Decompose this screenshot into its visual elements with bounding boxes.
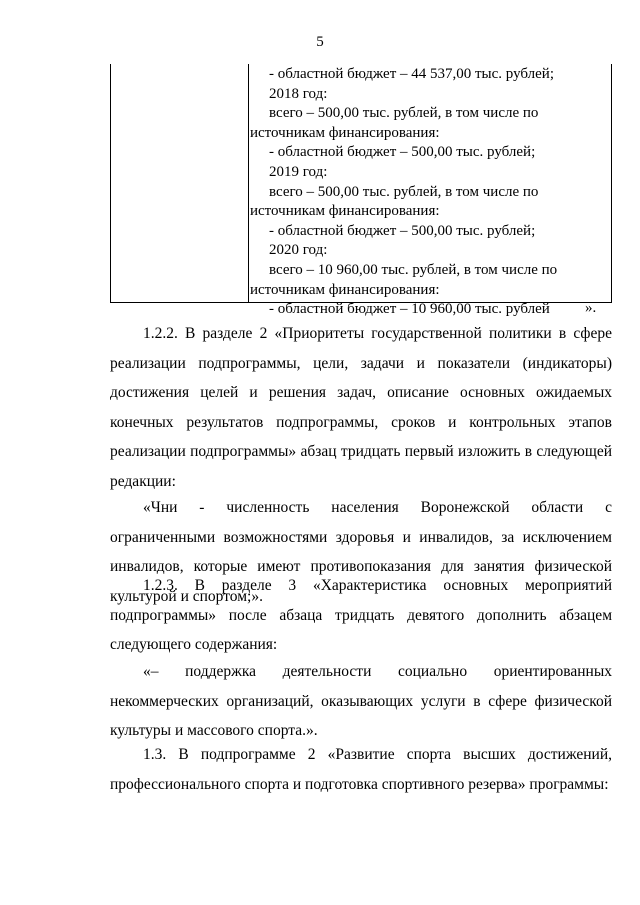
- table-line: 2020 год:: [269, 242, 328, 259]
- table-line: - областной бюджет – 500,00 тыс. рублей;: [269, 222, 536, 239]
- page-number: 5: [316, 34, 324, 50]
- funding-table: [110, 64, 612, 318]
- table-right-cell: [250, 65, 604, 320]
- table-line: источникам финансирования:: [250, 281, 440, 298]
- paragraph-1-2-2: [110, 319, 612, 497]
- paragraph-text: «Чни - численность населения Воронежской области с ограниченными возможностями здоровья и инвалидов, за исключением инвалидов, которые имеют противопоказания для занятия физической культурой и спортом;».: [110, 499, 612, 605]
- table-line: - областной бюджет – 500,00 тыс. рублей;: [269, 144, 536, 161]
- table-line: всего – 10 960,00 тыс. рублей, в том числе по: [269, 261, 558, 278]
- paragraph-text: 1.2.2. В разделе 2 «Приоритеты государственной политики в сфере реализации подпрограммы, цели, задачи и показатели (индикаторы) достижения целей и решения задач, описание основных ожидаемых конечных результатов подпрограммы, сроков и контрольных этапов реализации подпрограммы» абзац тридцать первый изложить в следующей редакции:: [110, 325, 612, 490]
- table-line: - областной бюджет – 44 537,00 тыс. рублей;: [269, 66, 554, 82]
- paragraph-1-3: [110, 740, 612, 799]
- table-line: источникам финансирования:: [250, 124, 440, 141]
- table-line: источникам финансирования:: [250, 203, 440, 220]
- table-left-cell: [111, 64, 249, 302]
- paragraph-text: 1.3. В подпрограмме 2 «Развитие спорта высших достижений, профессионального спорта и подготовка спортивного резерва» программы:: [110, 746, 612, 793]
- table-line: - областной бюджет – 10 960,00 тыс. рублей: [269, 301, 550, 318]
- paragraph-text: 1.2.3. В разделе 3 «Характеристика основных мероприятий подпрограммы» после абзаца тридцать девятого дополнить абзацем следующего содержания:: [110, 577, 612, 654]
- closing-quote: ».: [585, 300, 597, 316]
- paragraph-1-2-3: [110, 571, 612, 660]
- paragraph-text: «– поддержка деятельности социально ориентированных некоммерческих организаций, оказывающих услуги в сфере физической культуры и массового спорта.».: [110, 663, 612, 740]
- table-line: всего – 500,00 тыс. рублей, в том числе по: [269, 183, 539, 200]
- table-line: всего – 500,00 тыс. рублей, в том числе по: [269, 105, 539, 122]
- table-line: 2018 год:: [269, 85, 328, 102]
- paragraph-quote-support: [110, 657, 612, 746]
- table-line: 2019 год:: [269, 163, 328, 180]
